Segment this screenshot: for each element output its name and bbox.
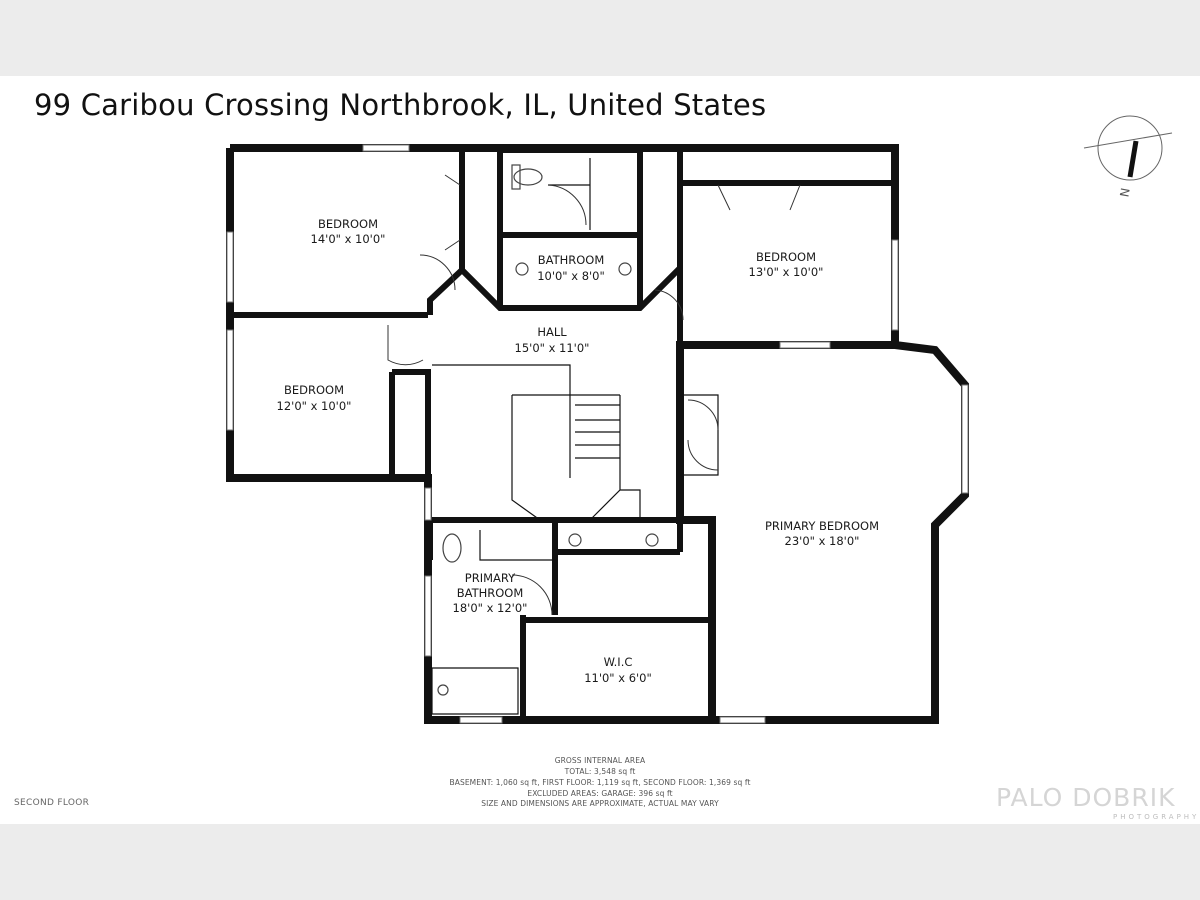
room-name-hall: HALL (537, 325, 567, 339)
room-dims-hall: 15'0" x 11'0" (514, 341, 590, 355)
partition-lines (432, 158, 718, 714)
room-name-bathroom: BATHROOM (537, 253, 605, 267)
room-name-wic: W.I.C (603, 655, 633, 669)
room-dims-bedroom-ne: 13'0" x 10'0" (748, 265, 824, 279)
room-name-bedroom-nw: BEDROOM (317, 217, 379, 231)
floor-name: SECOND FLOOR (14, 798, 90, 808)
room-dims-wic: 11'0" x 6'0" (584, 671, 652, 685)
compass-north-label: N (1117, 186, 1133, 199)
room-dims-primary-bedroom: 23'0" x 18'0" (784, 534, 860, 548)
brand-name: PALO DOBRIK (996, 783, 1176, 812)
property-address: 99 Caribou Crossing Northbrook, IL, United States (34, 88, 767, 122)
brand-tagline: PHOTOGRAPHY (1113, 813, 1200, 821)
room-dims-bedroom-w: 12'0" x 10'0" (276, 399, 352, 413)
room-name-primary-bathroom-2: BATHROOM (456, 586, 524, 600)
area-excluded: EXCLUDED AREAS: GARAGE: 396 sq ft (527, 789, 673, 798)
brand-logo (996, 783, 1200, 821)
room-name-primary-bathroom-1: PRIMARY (464, 571, 516, 585)
area-heading: GROSS INTERNAL AREA (554, 756, 646, 765)
room-dims-primary-bathroom: 18'0" x 12'0" (452, 601, 528, 615)
area-floors: BASEMENT: 1,060 sq ft, FIRST FLOOR: 1,119 sq ft, SECOND FLOOR: 1,369 sq ft (449, 778, 751, 787)
room-dims-bathroom: 10'0" x 8'0" (537, 269, 605, 283)
room-name-bedroom-ne: BEDROOM (755, 250, 817, 264)
north-compass-icon (1084, 116, 1172, 198)
room-name-primary-bedroom: PRIMARY BEDROOM (764, 519, 880, 533)
room-name-bedroom-w: BEDROOM (283, 383, 345, 397)
bath-fixtures (438, 165, 658, 695)
area-total: TOTAL: 3,548 sq ft (564, 767, 636, 776)
room-dims-bedroom-nw: 14'0" x 10'0" (310, 232, 386, 246)
area-disclaimer: SIZE AND DIMENSIONS ARE APPROXIMATE, ACTUAL MAY VARY (481, 799, 719, 808)
